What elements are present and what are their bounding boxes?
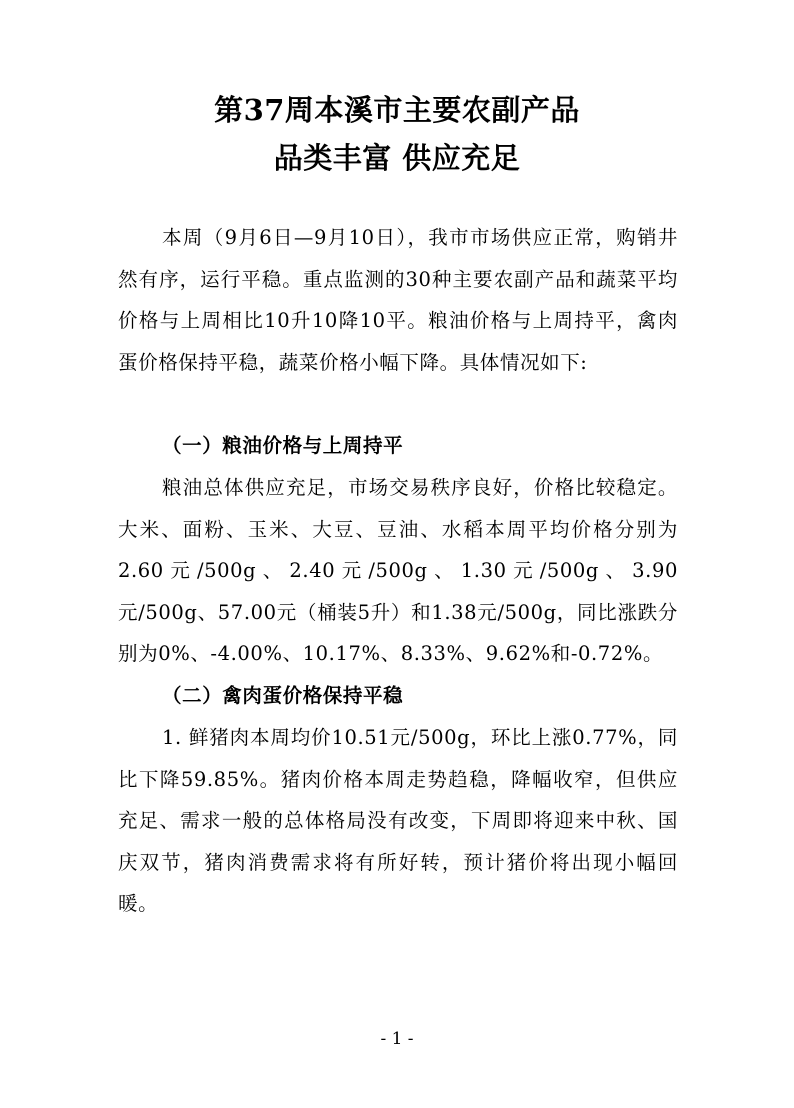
intro-paragraph: 本周（9月6日—9月10日），我市市场供应正常，购销井然有序，运行平稳。重点监测的30种主要农副产品和蔬菜平均价格与上周相比10升10降10平。粮油价格与上周持平，禽肉蛋价格保持平稳，蔬菜价格小幅下降。具体情况如下: [118,226,678,374]
section1-heading: （一）粮油价格与上周持平 [162,434,404,457]
document-title-line2: 品类丰富 供应充足 [273,141,521,175]
section1-paragraph: 粮油总体供应充足，市场交易秩序良好，价格比较稳定。大米、面粉、玉米、大豆、豆油、水稻本周平均价格分别为2.60元/500g、2.40元/500g、1.30元/500g、3.90元/500g、57.00元（桶装5升）和1.38元/500g，同比涨跌分别为0%、-4.00%、10.17%、8.33%、9.62%和-0.72%。 [118,476,678,665]
section2-heading: （二）禽肉蛋价格保持平稳 [162,684,404,707]
document-title-line1: 第37周本溪市主要农副产品 [214,93,580,127]
page-number: - 1 - [380,1029,414,1049]
section2-paragraph: 1. 鲜猪肉本周均价10.51元/500g，环比上涨0.77%，同比下降59.85%。猪肉价格本周走势趋稳，降幅收窄，但供应充足、需求一般的总体格局没有改变，下周即将迎来中秋、国庆双节，猪肉消费需求将有所好转，预计猪价将出现小幅回暖。 [118,726,678,915]
